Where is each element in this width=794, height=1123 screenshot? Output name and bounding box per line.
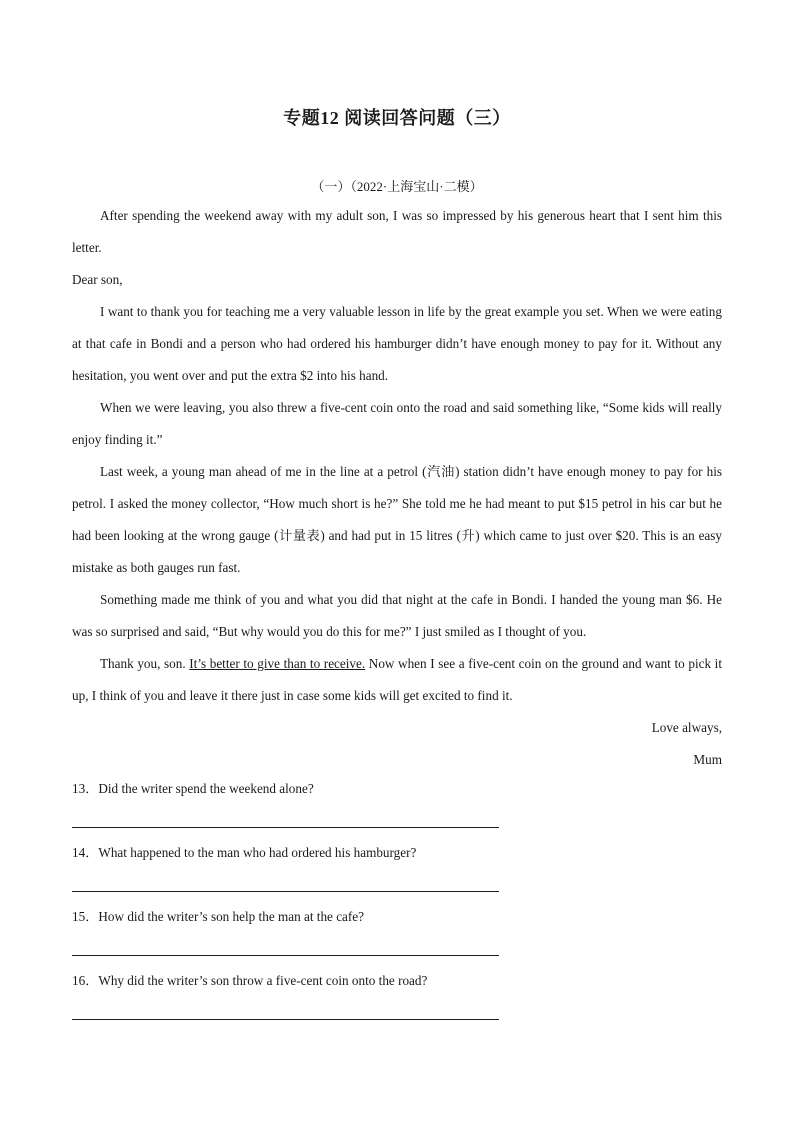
question-text: 16．Why did the writer’s son throw a five-cent coin onto the road? — [72, 973, 428, 988]
underlined-sentence: It’s better to give than to receive. — [189, 656, 366, 671]
letter-paragraph-5 — [72, 648, 722, 712]
letter-paragraph-3: Last week, a young man ahead of me in the line at a petrol (汽油) station didn’t have enough money to pay for his petrol. I asked the money collector, “How much short is he?” She told me he had meant to put $15 petrol in his car but he had been looking at the wrong gauge (计量表) and had put in 15 litres (升) which came to just over $20. This is an easy mistake as both gauges run fast. — [72, 464, 722, 575]
question-text: 13．Did the writer spend the weekend alone? — [72, 781, 314, 796]
letter-paragraph-2: When we were leaving, you also threw a five-cent coin onto the road and said something like, “Some kids will really enjoy finding it.” — [72, 400, 722, 447]
question-item — [72, 901, 722, 965]
letter-signature: Mum — [693, 752, 722, 767]
letter-paragraph-4: Something made me think of you and what you did that night at the cafe in Bondi. I handed the young man $6. He was so surprised and said, “But why would you do this for me?” I just smiled as I thought of you. — [72, 592, 722, 639]
question-item — [72, 773, 722, 837]
letter-paragraph-1: I want to thank you for teaching me a very valuable lesson in life by the great example you set. When we were eating at that cafe in Bondi and a person who had ordered his hamburger didn’t have enough money to pay for it. Without any hesitation, you went over and put the extra $2 into his hand. — [72, 304, 722, 383]
answer-line[interactable] — [72, 891, 499, 892]
question-item — [72, 965, 722, 1029]
document-page — [72, 0, 722, 1123]
section-label: （一）（2022·上海宝山·二模） — [311, 179, 483, 194]
answer-line[interactable] — [72, 1019, 499, 1020]
letter-closing: Love always, — [651, 720, 722, 735]
questions-section — [72, 773, 722, 1029]
paragraph-5-lead: Thank you, son. — [100, 656, 190, 671]
reading-passage — [72, 200, 722, 776]
paragraph-5-rest: Now when I see a five-cent coin on the ground and want to pick it up, I think of you and leave it there just in case some kids will get excited to find it. — [72, 656, 723, 703]
passage-intro: After spending the weekend away with my adult son, I was so impressed by his generous heart that I sent him this letter. — [72, 208, 722, 255]
answer-line[interactable] — [72, 827, 499, 828]
question-item — [72, 837, 722, 901]
answer-line[interactable] — [72, 955, 499, 956]
question-text: 15．How did the writer’s son help the man at the cafe? — [72, 909, 364, 924]
letter-salutation: Dear son, — [72, 272, 123, 287]
question-text: 14．What happened to the man who had ordered his hamburger? — [72, 845, 417, 860]
page-title: 专题12 阅读回答问题（三） — [283, 108, 511, 128]
